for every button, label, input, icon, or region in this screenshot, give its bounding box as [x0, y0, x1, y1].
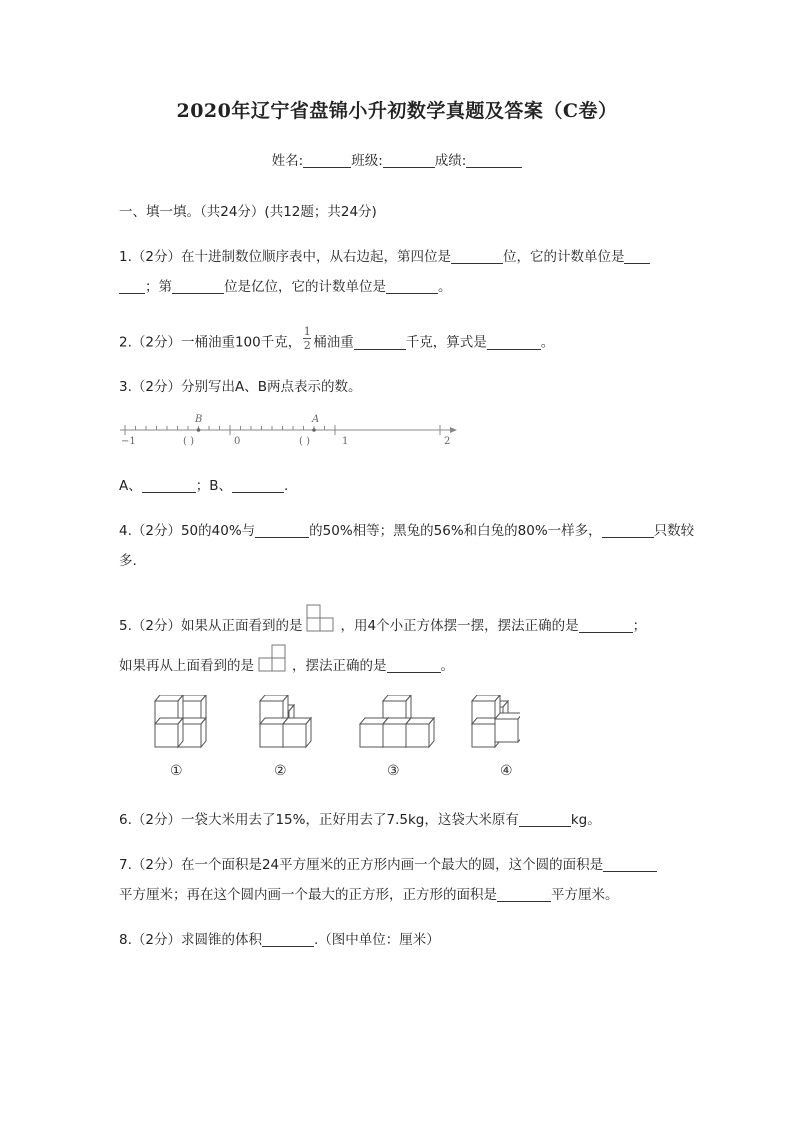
- question-8: [119, 928, 440, 948]
- class-blank[interactable]: [383, 154, 435, 169]
- question-4-line-2: 多.: [119, 553, 137, 569]
- question-6: [119, 808, 601, 828]
- number-line-figure: [115, 408, 465, 454]
- front-view-icon: [306, 604, 336, 632]
- q1-text-b: 位，它的计数单位是: [502, 249, 625, 265]
- option-2-cubes: [260, 695, 311, 747]
- name-label: 姓名:: [271, 153, 304, 169]
- point-b-dot: [197, 428, 201, 432]
- fraction-denominator: 2: [303, 339, 311, 352]
- q7-blank-1[interactable]: [603, 858, 657, 873]
- q3-answer-a-label: A、: [119, 478, 142, 494]
- option-1-label: ①: [170, 763, 183, 779]
- point-b-answer-paren[interactable]: ( ): [183, 436, 194, 447]
- question-3-answers: [119, 474, 288, 494]
- name-blank[interactable]: [303, 154, 351, 169]
- q5-text-f: 。: [440, 658, 454, 674]
- q6-blank[interactable]: [519, 813, 571, 828]
- point-b-label: B: [195, 414, 203, 425]
- q3-end: .: [284, 478, 289, 494]
- q8-text-b: .（图中单位：厘米）: [313, 932, 440, 948]
- q1-text-c: ；第: [145, 279, 172, 295]
- option-3-cubes: [360, 695, 434, 747]
- q2-text-b: 桶油重: [313, 334, 354, 351]
- q4-blank-1[interactable]: [255, 524, 309, 539]
- page-title: 2020年辽宁省盘锦小升初数学真题及答案（C卷）: [176, 100, 618, 122]
- q2-text-a: 2.（2分）一桶油重100千克，: [119, 334, 302, 351]
- tick-label-minus-1: −1: [121, 436, 136, 447]
- question-7-line-2: [119, 883, 619, 903]
- section-heading: 一、填一填。（共24分）(共12题；共24分): [119, 204, 377, 220]
- q5-text-b: ，用4个小正方体摆一摆，摆法正确的是: [340, 618, 579, 634]
- option-1-cubes: [155, 695, 206, 747]
- q3-answer-b-label: ；B、: [195, 478, 233, 494]
- score-label: 成绩:: [434, 153, 467, 169]
- q4-text-b: 的50%相等；黑兔的56%和白兔的80%一样多，: [309, 523, 602, 539]
- half-fraction: [303, 326, 311, 351]
- q7-text-a: 7.（2分）在一个面积是24平方厘米的正方形内画一个最大的圆，这个圆的面积是: [119, 857, 604, 873]
- q4-text-a: 4.（2分）50的40%与: [119, 523, 256, 539]
- q7-text-c: 平方厘米。: [551, 887, 619, 903]
- tick-label-2: 2: [444, 436, 451, 447]
- q4-blank-2[interactable]: [602, 524, 654, 539]
- q1-text-e: 。: [438, 279, 452, 295]
- q1-blank-2b[interactable]: [119, 280, 145, 295]
- q1-text-d: 位是亿位，它的计数单位是: [224, 279, 386, 295]
- q7-blank-2[interactable]: [497, 888, 551, 903]
- question-5-line-2: [119, 652, 454, 680]
- q5-text-c: ；: [632, 618, 647, 634]
- q5-text-d: 如果再从上面看到的是: [119, 658, 254, 674]
- tick-label-0: 0: [234, 436, 241, 447]
- q7-text-b: 平方厘米；再在这个圆内画一个最大的正方形，正方形的面积是: [119, 887, 497, 903]
- question-2: [119, 325, 555, 355]
- option-4-label: ④: [500, 763, 513, 779]
- point-a-dot: [312, 428, 316, 432]
- q1-blank-1[interactable]: [451, 250, 503, 265]
- score-blank[interactable]: [466, 154, 522, 169]
- q3-blank-b[interactable]: [232, 479, 284, 494]
- q6-text-b: kg。: [570, 812, 601, 828]
- question-5-line-1: [119, 612, 646, 640]
- option-4-cubes: [472, 695, 520, 747]
- q4-text-c: 只数较: [653, 523, 695, 539]
- question-1-line-1: [119, 245, 650, 265]
- point-a-label: A: [312, 414, 320, 425]
- top-view-icon: [258, 644, 288, 672]
- q2-text-c: 千克，算式是: [405, 334, 487, 351]
- q1-text-a: 1.（2分）在十进制数位顺序表中，从右边起，第四位是: [119, 249, 451, 265]
- q8-text-a: 8.（2分）求圆锥的体积: [119, 932, 262, 948]
- q2-blank-1[interactable]: [354, 335, 406, 350]
- q1-blank-4[interactable]: [386, 280, 438, 295]
- question-1-line-2: [119, 275, 452, 295]
- question-4-line-1: [119, 519, 694, 539]
- q6-text-a: 6.（2分）一袋大米用去了15%，正好用去了7.5kg，这袋大米原有: [119, 812, 519, 828]
- question-3: 3.（2分）分别写出A、B两点表示的数。: [119, 379, 362, 395]
- tick-label-1: 1: [342, 436, 349, 447]
- q2-text-d: 。: [540, 334, 555, 351]
- q1-blank-2a[interactable]: [624, 250, 650, 265]
- arrow-head-icon: [450, 427, 457, 433]
- q8-blank[interactable]: [262, 933, 314, 948]
- q5-blank-2[interactable]: [387, 659, 441, 674]
- q1-blank-3[interactable]: [172, 280, 224, 295]
- cube-options-figure: [150, 695, 520, 780]
- q5-text-e: ，摆法正确的是: [292, 658, 387, 674]
- q2-blank-2[interactable]: [487, 335, 541, 350]
- question-7-line-1: [119, 853, 657, 873]
- q3-blank-a[interactable]: [142, 479, 196, 494]
- class-label: 班级:: [351, 153, 383, 169]
- student-info-row: [0, 149, 794, 169]
- q5-blank-1[interactable]: [579, 619, 633, 634]
- option-2-label: ②: [274, 763, 287, 779]
- option-3-label: ③: [387, 763, 400, 779]
- point-a-answer-paren[interactable]: ( ): [299, 436, 310, 447]
- q5-text-a: 5.（2分）如果从正面看到的是: [119, 618, 303, 634]
- fraction-numerator: 1: [303, 325, 311, 338]
